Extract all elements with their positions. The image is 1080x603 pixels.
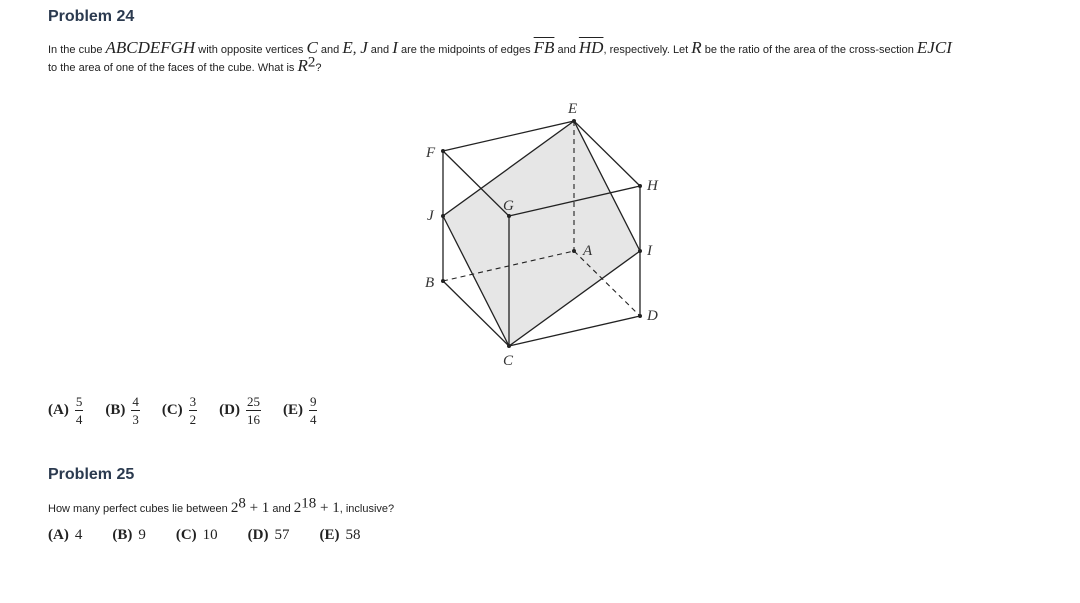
vertex-label-i: I xyxy=(647,243,652,259)
vertex-label-d: D xyxy=(647,308,658,324)
problem-24-statement: In the cube ABCDEFGH with opposite vertices C and E, J and I are the midpoints of edges $\overline{FB}$ and $\overline{HD}$, respectively. Let R be the ratio of the area of the cross-section EJCI to the area of one of the faces of the cube. What is $R^2$? xyxy=(48,38,952,75)
vertex-label-h: H xyxy=(647,178,658,194)
problem-25-heading: Problem 25 xyxy=(48,466,135,483)
choice-d[interactable]: (D) $\frac{25}{16}$ xyxy=(219,393,260,427)
vertex-g-dot xyxy=(507,214,511,218)
vertex-i-dot xyxy=(638,249,642,253)
vertex-label-j: J xyxy=(427,208,434,224)
vertex-label-e: E xyxy=(568,101,578,117)
fraction: $\frac{3}{2}$ xyxy=(189,393,197,427)
fraction: $\frac{4}{3}$ xyxy=(132,393,139,427)
fraction: $\frac{25}{16}$ xyxy=(246,393,260,427)
choice-c[interactable]: (C) 10 xyxy=(175,526,218,543)
problem-24-heading: Problem 24 xyxy=(48,8,135,25)
cross-section-ejci xyxy=(443,121,640,346)
choice-b[interactable]: (B) $\frac{4}{3}$ xyxy=(105,393,139,427)
vertex-label-a: A xyxy=(583,243,593,259)
vertex-label-g: G xyxy=(503,198,514,214)
choice-a[interactable]: (A) 4 xyxy=(48,526,83,543)
vertex-h-dot xyxy=(638,184,642,188)
cube-cross-section-figure xyxy=(415,96,675,376)
vertex-label-f: F xyxy=(426,145,436,161)
problem-25-statement: How many perfect cubes lie between $2^8 + 1$ and $2^{18} + 1$, inclusive? xyxy=(48,495,395,516)
vertex-b-dot xyxy=(441,279,445,283)
choice-e[interactable]: (E) $\frac{9}{4}$ xyxy=(282,393,317,427)
vertex-a-dot xyxy=(572,249,576,253)
vertex-d-dot xyxy=(638,314,642,318)
problem-24-answer-choices xyxy=(48,388,339,432)
choice-a[interactable]: (A) $\frac{5}{4}$ xyxy=(48,393,83,427)
vertex-f-dot xyxy=(441,149,445,153)
choice-b[interactable]: (B) 9 xyxy=(112,526,146,543)
vertex-label-b: B xyxy=(425,275,435,291)
vertex-e-dot xyxy=(572,119,576,123)
vertex-j-dot xyxy=(441,214,445,218)
problem-25-answer-choices xyxy=(48,524,390,546)
choice-c[interactable]: (C) $\frac{3}{2}$ xyxy=(161,393,197,427)
vertex-label-c: C xyxy=(503,353,514,369)
choice-e[interactable]: (E) 58 xyxy=(319,526,361,543)
fraction: $\frac{9}{4}$ xyxy=(309,393,317,427)
fraction: $\frac{5}{4}$ xyxy=(75,393,83,427)
choice-d[interactable]: (D) 57 xyxy=(247,526,290,543)
vertex-c-dot xyxy=(507,344,511,348)
